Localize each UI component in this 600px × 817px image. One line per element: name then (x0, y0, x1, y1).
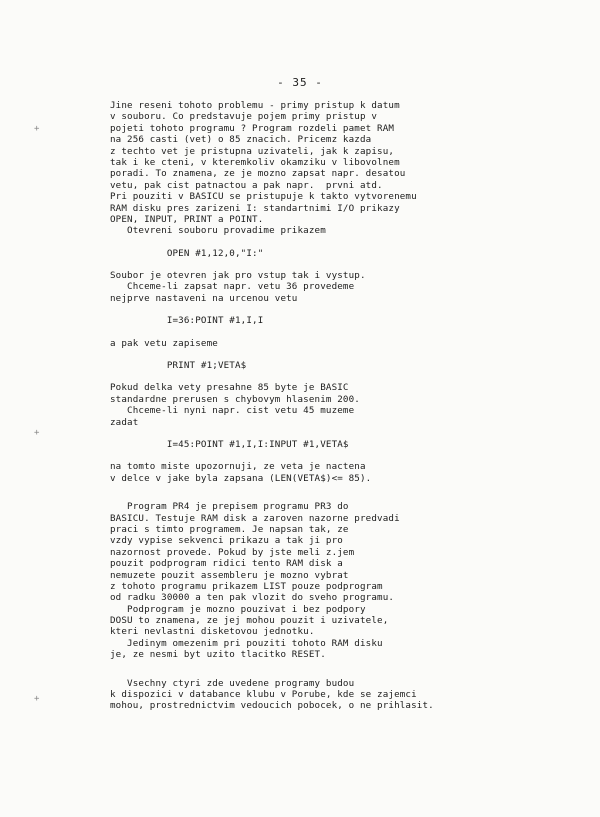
margin-mark: + (34, 124, 40, 134)
line-gap (110, 661, 480, 672)
text-line: nemuzete pouzit assembleru je mozno vybrat (110, 569, 349, 581)
document-body (110, 100, 480, 712)
text-line: Vsechny ctyri zde uvedene programy budou (110, 677, 355, 689)
text-line: OPEN, INPUT, PRINT a POINT. (110, 213, 264, 225)
text-line: na 256 casti (vet) o 85 znacich. Pricemz kazda (110, 134, 372, 146)
text-line: je, ze nesmi byt uzito tlacitko RESET. (110, 649, 326, 661)
text-line: vzdy vypise sekvenci prikazu a tak ji pro (110, 535, 343, 547)
line-gap (110, 259, 480, 270)
text-line: DOSU to znamena, ze jej mohou pouzit i uzivatele, (110, 615, 389, 627)
text-line: mohou, prostrednictvim vedoucich pobocek, o ne prihlasit. (110, 700, 434, 712)
text-line: tak i ke cteni, v kteremkoliv okamziku v libovolnem (110, 156, 400, 168)
text-line: kteri nevlastni disketovou jednotku. (110, 626, 315, 638)
text-line: z tohoto programu prikazem LIST pouze podprogram (110, 580, 383, 592)
text-line: Soubor je otevren jak pro vstup tak i vystup. (110, 270, 366, 282)
text-line: I=36:POINT #1,I,I (110, 315, 264, 327)
text-line: na tomto miste upozornuji, ze veta je nactena (110, 461, 366, 473)
text-line: vetu, pak cist patnactou a pak napr. prvni atd. (110, 179, 383, 191)
text-line: z techto vet je pristupna uzivateli, jak k zapisu, (110, 145, 395, 157)
text-line: standardne prerusen s chybovym hlasenim 200. (110, 393, 360, 405)
text-line: a pak vetu zapiseme (110, 337, 218, 349)
text-line: pouzit podprogram ridici tento RAM disk a (110, 558, 343, 570)
text-line: Otevreni souboru provadime prikazem (110, 225, 326, 237)
line-gap (110, 450, 480, 461)
line-gap (110, 484, 480, 495)
line-gap (110, 428, 480, 439)
line-gap (110, 304, 480, 315)
text-line: Podprogram je mozno pouzivat i bez podpory (110, 603, 366, 615)
text-line: Pokud delka vety presahne 85 byte je BASIC (110, 382, 349, 394)
text-line: I=45:POINT #1,I,I:INPUT #1,VETA$ (110, 438, 349, 450)
text-line: Chceme-li nyni napr. cist vetu 45 muzeme (110, 405, 355, 417)
text-line: Jine reseni tohoto problemu - primy pristup k datum (110, 100, 400, 111)
margin-mark: + (34, 428, 40, 438)
margin-mark: + (34, 694, 40, 704)
text-line: BASICU. Testuje RAM disk a zaroven nazorne predvadi (110, 512, 400, 524)
text-line: poradi. To znamena, ze je mozno zapsat napr. desatou (110, 168, 406, 180)
text-line: RAM disku pres zarizeni I: standartnimi I/O prikazy (110, 202, 400, 214)
text-line: nazornost provede. Pokud by jste meli z.jem (110, 546, 355, 558)
line-gap (110, 349, 480, 360)
text-line: Chceme-li zapsat napr. vetu 36 provedeme (110, 281, 355, 293)
text-line: praci s timto programem. Je napsan tak, ze (110, 523, 349, 535)
text-line: od radku 30000 a ten pak vlozit do sveho programu. (110, 592, 395, 604)
text-line: pojeti tohoto programu ? Program rozdeli pamet RAM (110, 122, 395, 134)
text-line: Pri pouziti v BASICU se pristupuje k takto vytvorenemu (110, 191, 417, 203)
text-line: v delce v jake byla zapsana (LEN(VETA$)<= 85). (110, 472, 372, 484)
text-line: k dispozici v databance klubu v Porube, kde se zajemci (110, 689, 417, 701)
line-gap (110, 237, 480, 248)
text-line: nejprve nastaveni na urcenou vetu (110, 292, 298, 304)
text-line: PRINT #1;VETA$ (110, 360, 247, 372)
text-line: OPEN #1,12,0,"I:" (110, 247, 264, 259)
text-line: Program PR4 je prepisem programu PR3 do (110, 501, 349, 513)
line-gap (110, 371, 480, 382)
text-line: v souboru. Co predstavuje pojem primy pristup v (110, 111, 378, 123)
text-line: Jedinym omezenim pri pouziti tohoto RAM disku (110, 637, 383, 649)
text-line: zadat (110, 416, 139, 428)
page-number: - 35 - (277, 76, 323, 89)
line-gap (110, 327, 480, 338)
